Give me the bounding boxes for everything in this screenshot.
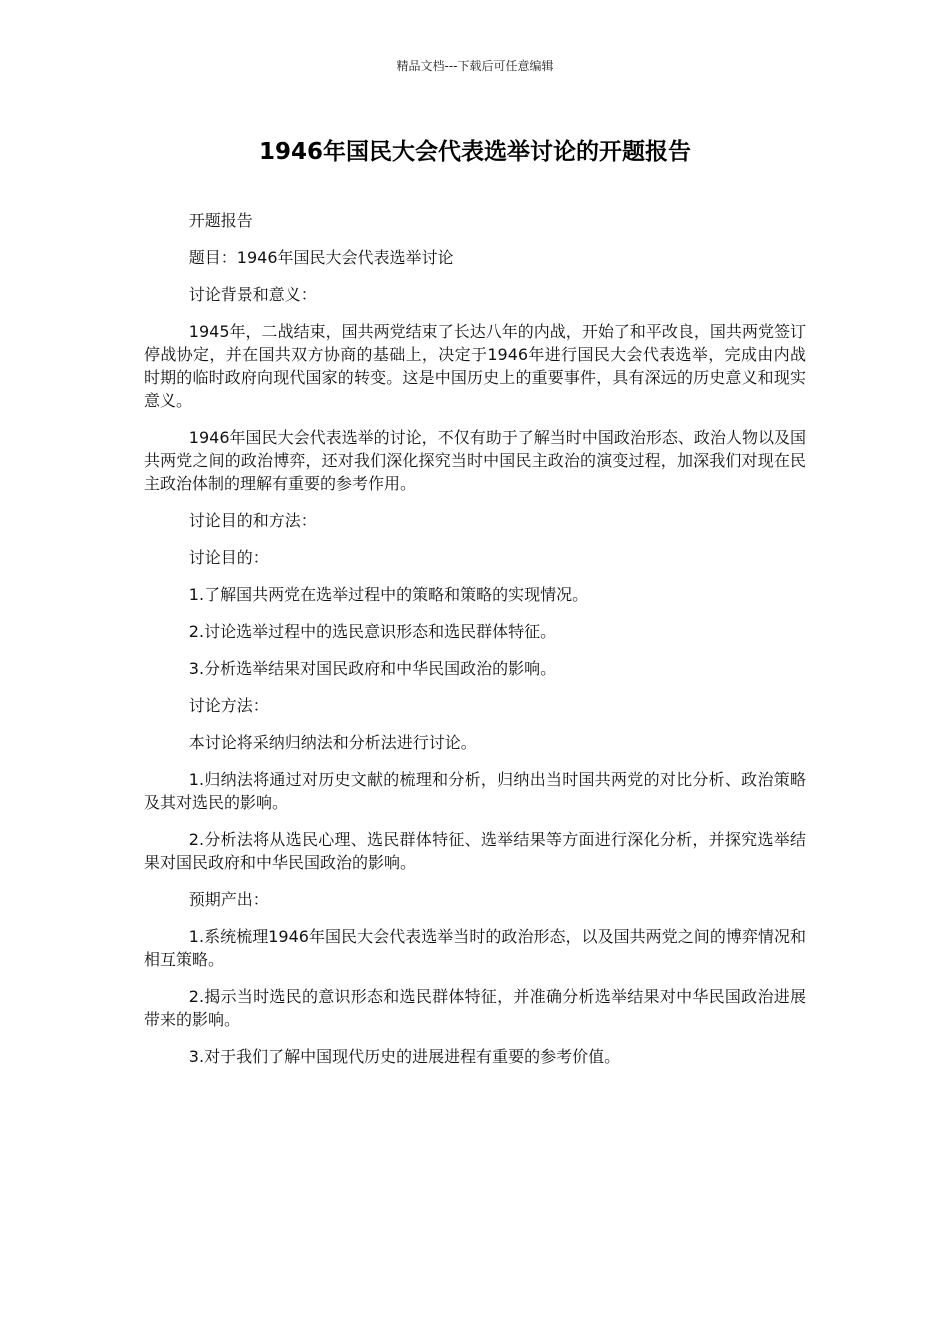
paragraph-method-intro: 本讨论将采纳归纳法和分析法进行讨论。 <box>188 733 477 752</box>
list-item-method-1: 1.归纳法将通过对历史文献的梳理和分析，归纳出当时国共两党的对比分析、政治策略及其对选民的影响。 <box>144 770 806 812</box>
list-item-purpose-3: 3.分析选举结果对国民政府和中华民国政治的影响。 <box>188 659 557 678</box>
list-item-purpose-2: 2.讨论选举过程中的选民意识形态和选民群体特征。 <box>188 622 557 641</box>
heading-purpose-method: 讨论目的和方法： <box>188 511 317 530</box>
document-title: 1946年国民大会代表选举讨论的开题报告 <box>258 139 691 165</box>
heading-expected-output: 预期产出： <box>188 890 269 909</box>
list-item-method-2: 2.分析法将从选民心理、选民群体特征、选举结果等方面进行深化分析，并探究选举结果对国民政府和中华民国政治的影响。 <box>144 830 806 872</box>
heading-purpose: 讨论目的： <box>188 548 269 567</box>
heading-method: 讨论方法： <box>188 696 269 715</box>
list-item-output-2: 2.揭示当时选民的意识形态和选民群体特征，并准确分析选举结果对中华民国政治进展带来的影响。 <box>144 987 806 1029</box>
list-item-output-1: 1.系统梳理1946年国民大会代表选举当时的政治形态，以及国共两党之间的博弈情况和相互策略。 <box>144 927 806 969</box>
paragraph-background-1: 1945年，二战结束，国共两党结束了长达八年的内战，开始了和平改良，国共两党签订停战协定，并在国共双方协商的基础上，决定于1946年进行国民大会代表选举，完成由内战时期的临时政府向现代国家的转变。这是中国历史上的重要事件，具有深远的历史意义和现实意义。 <box>144 322 806 410</box>
paragraph-topic: 题目：1946年国民大会代表选举讨论 <box>188 248 454 267</box>
document-body <box>144 209 806 1082</box>
paragraph-report-label: 开题报告 <box>188 211 253 230</box>
paragraph-background-2: 1946年国民大会代表选举的讨论，不仅有助于了解当时中国政治形态、政治人物以及国共两党之间的政治博弈，还对我们深化探究当时中国民主政治的演变过程，加深我们对现在民主政治体制的理解有重要的参考作用。 <box>144 428 806 493</box>
list-item-purpose-1: 1.了解国共两党在选举过程中的策略和策略的实现情况。 <box>188 585 589 604</box>
list-item-output-3: 3.对于我们了解中国现代历史的进展进程有重要的参考价值。 <box>188 1047 621 1066</box>
page-header: 精品文档---下载后可任意编辑 <box>396 59 554 73</box>
heading-background: 讨论背景和意义： <box>188 285 317 304</box>
